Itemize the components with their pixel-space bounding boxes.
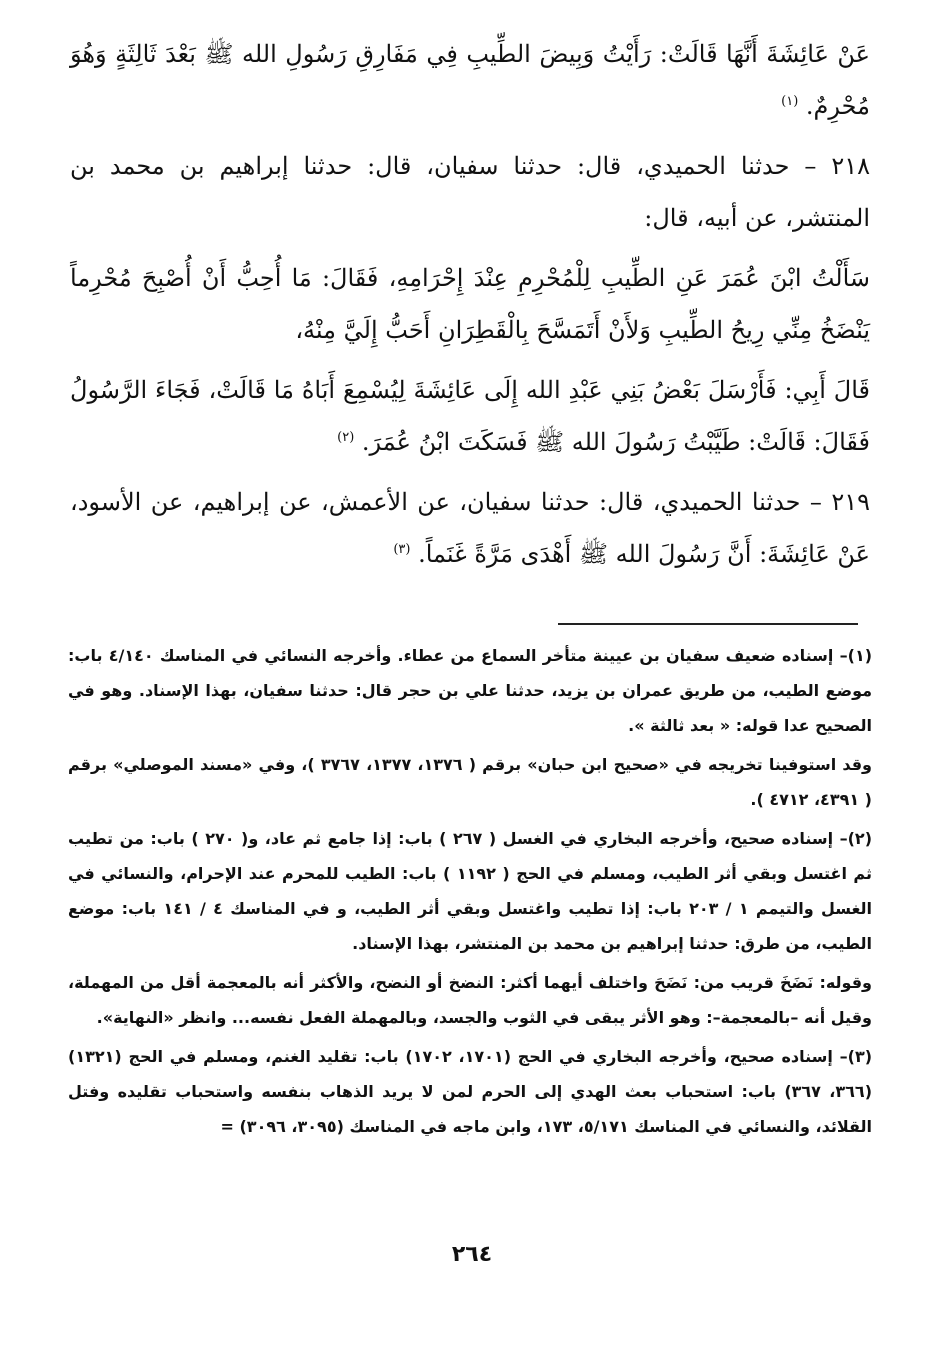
hadith-218-isnad: ٢١٨ – حدثنا الحميدي، قال: حدثنا سفيان، قال: حدثنا إبراهيم بن محمد بن المنتشر، عن أبيه، قال: [70,152,870,232]
footnote-1: (١)– إسناده ضعيف سفيان بن عيينة متأخر السماع من عطاء. وأخرجه النسائي في المناسك ٤/١٤٠ باب: موضع الطيب، من طريق عمران بن يزيد، حدثنا علي بن حجر قال: حدثنا سفيان، بهذا الإسناد. وهو في الصحيح عدا قوله: « بعد ثالثة ». [68,646,873,735]
hadith-218-continuation: قَالَ أَبِي: فَأَرْسَلَ بَعْضُ بَنِي عَبْدِ الله إِلَى عَائِشَةَ لِيُسْمِعَ أَبَاهُ مَا قَالَتْ، فَجَاءَ الرَّسُولُ فَقَالَ: قَالَتْ: طَيَّبْتُ رَسُولَ الله ﷺ فَسَكَتَ ابْنُ عُمَرَ. $^{(٢)}$ [70,376,870,456]
footnote-3: (٣)– إسناده صحيح، وأخرجه البخاري في الحج (١٧٠١، ١٧٠٢) باب: تقليد الغنم، ومسلم في الحج (١٣٢١)(٣٦٦، ٣٦٧) باب: استحباب بعث الهدي إلى الحرم لمن لا يريد الذهاب بنفسه واستحباب تقليده وفتل القلائد، والنسائي في المناسك ٥/١٧١، ١٧٣، وابن ماجه في المناسك (٣٠٩٥، ٣٠٩٦) = [68,1047,873,1136]
footnote-2: (٢)– إسناده صحيح، وأخرجه البخاري في الغسل ( ٢٦٧ ) باب: إذا جامع ثم عاد، و( ٢٧٠ ) باب: من تطيب ثم اغتسل وبقي أثر الطيب، ومسلم في الحج ( ١١٩٢ ) باب: الطيب للمحرم عند الإحرام، والنسائي في الغسل والتيمم ١ / ٢٠٣ باب: إذا تطيب واغتسل وبقي أثر الطيب، و في المناسك ٤ / ١٤١ باب: موضع الطيب، من طرق: حدثنا إبراهيم بن محمد بن المنتشر، بهذا الإسناد. [68,829,873,953]
hadith-continuation: عَنْ عَائِشَةَ أَنَّهَا قَالَتْ: رَأَيْتُ وَبِيضَ الطِّيبِ فِي مَفَارِقِ رَسُولِ الله ﷺ بَعْدَ ثَالِثَةٍ وَهُوَ مُحْرِمٌ. $^{(١)}$ [70,40,870,120]
footnotes [68,638,872,1148]
hadith-219: ٢١٩ – حدثنا الحميدي، قال: حدثنا سفيان، عن الأعمش، عن إبراهيم، عن الأسود، عَنْ عَائِشَةَ: أَنَّ رَسُولَ الله ﷺ أَهْدَى مَرَّةً غَنَماً. $^{(٣)}$ [70,488,870,568]
main-text [70,28,870,588]
hadith-218-text: سَأَلْتُ ابْنَ عُمَرَ عَنِ الطِّيبِ لِلْمُحْرِمِ عِنْدَ إِحْرَامِهِ، فَقَالَ: مَا أُحِبُّ أَنْ أُصْبِحَ مُحْرِماً يَنْضَخُ مِنِّي رِيحُ الطِّيبِ وَلأَنْ أَتَمَسَّحَ بِالْقَطِرَانِ أَحَبُّ إِلَيَّ مِنْهُ، [70,264,870,344]
footnote-1-continued: وقد استوفينا تخريجه في «صحيح ابن حبان» برقم ( ١٣٧٦، ١٣٧٧، ٣٧٦٧ )، وفي «مسند الموصلي» برقم ( ٤٣٩١، ٤٧١٢ ). [68,755,872,809]
footnote-ref-1: (١) [781,94,799,109]
footnote-divider [558,623,858,625]
footnote-ref-3: (٣) [393,542,411,557]
page-number: ٢٦٤ [451,1242,493,1267]
footnote-2-continued: وقوله: نَضَخَ قريب من: نَضَحَ واختلف أيهما أكثر: النضخ أو النضح، والأكثر أنه بالمعجمة أقل من المهملة، وقيل أنه –بالمعجمة–: وهو الأثر يبقى في الثوب والجسد، وبالمهملة الفعل نفسه... وانظر «النهاية». [68,973,872,1027]
footnote-ref-2: (٢) [337,430,355,445]
